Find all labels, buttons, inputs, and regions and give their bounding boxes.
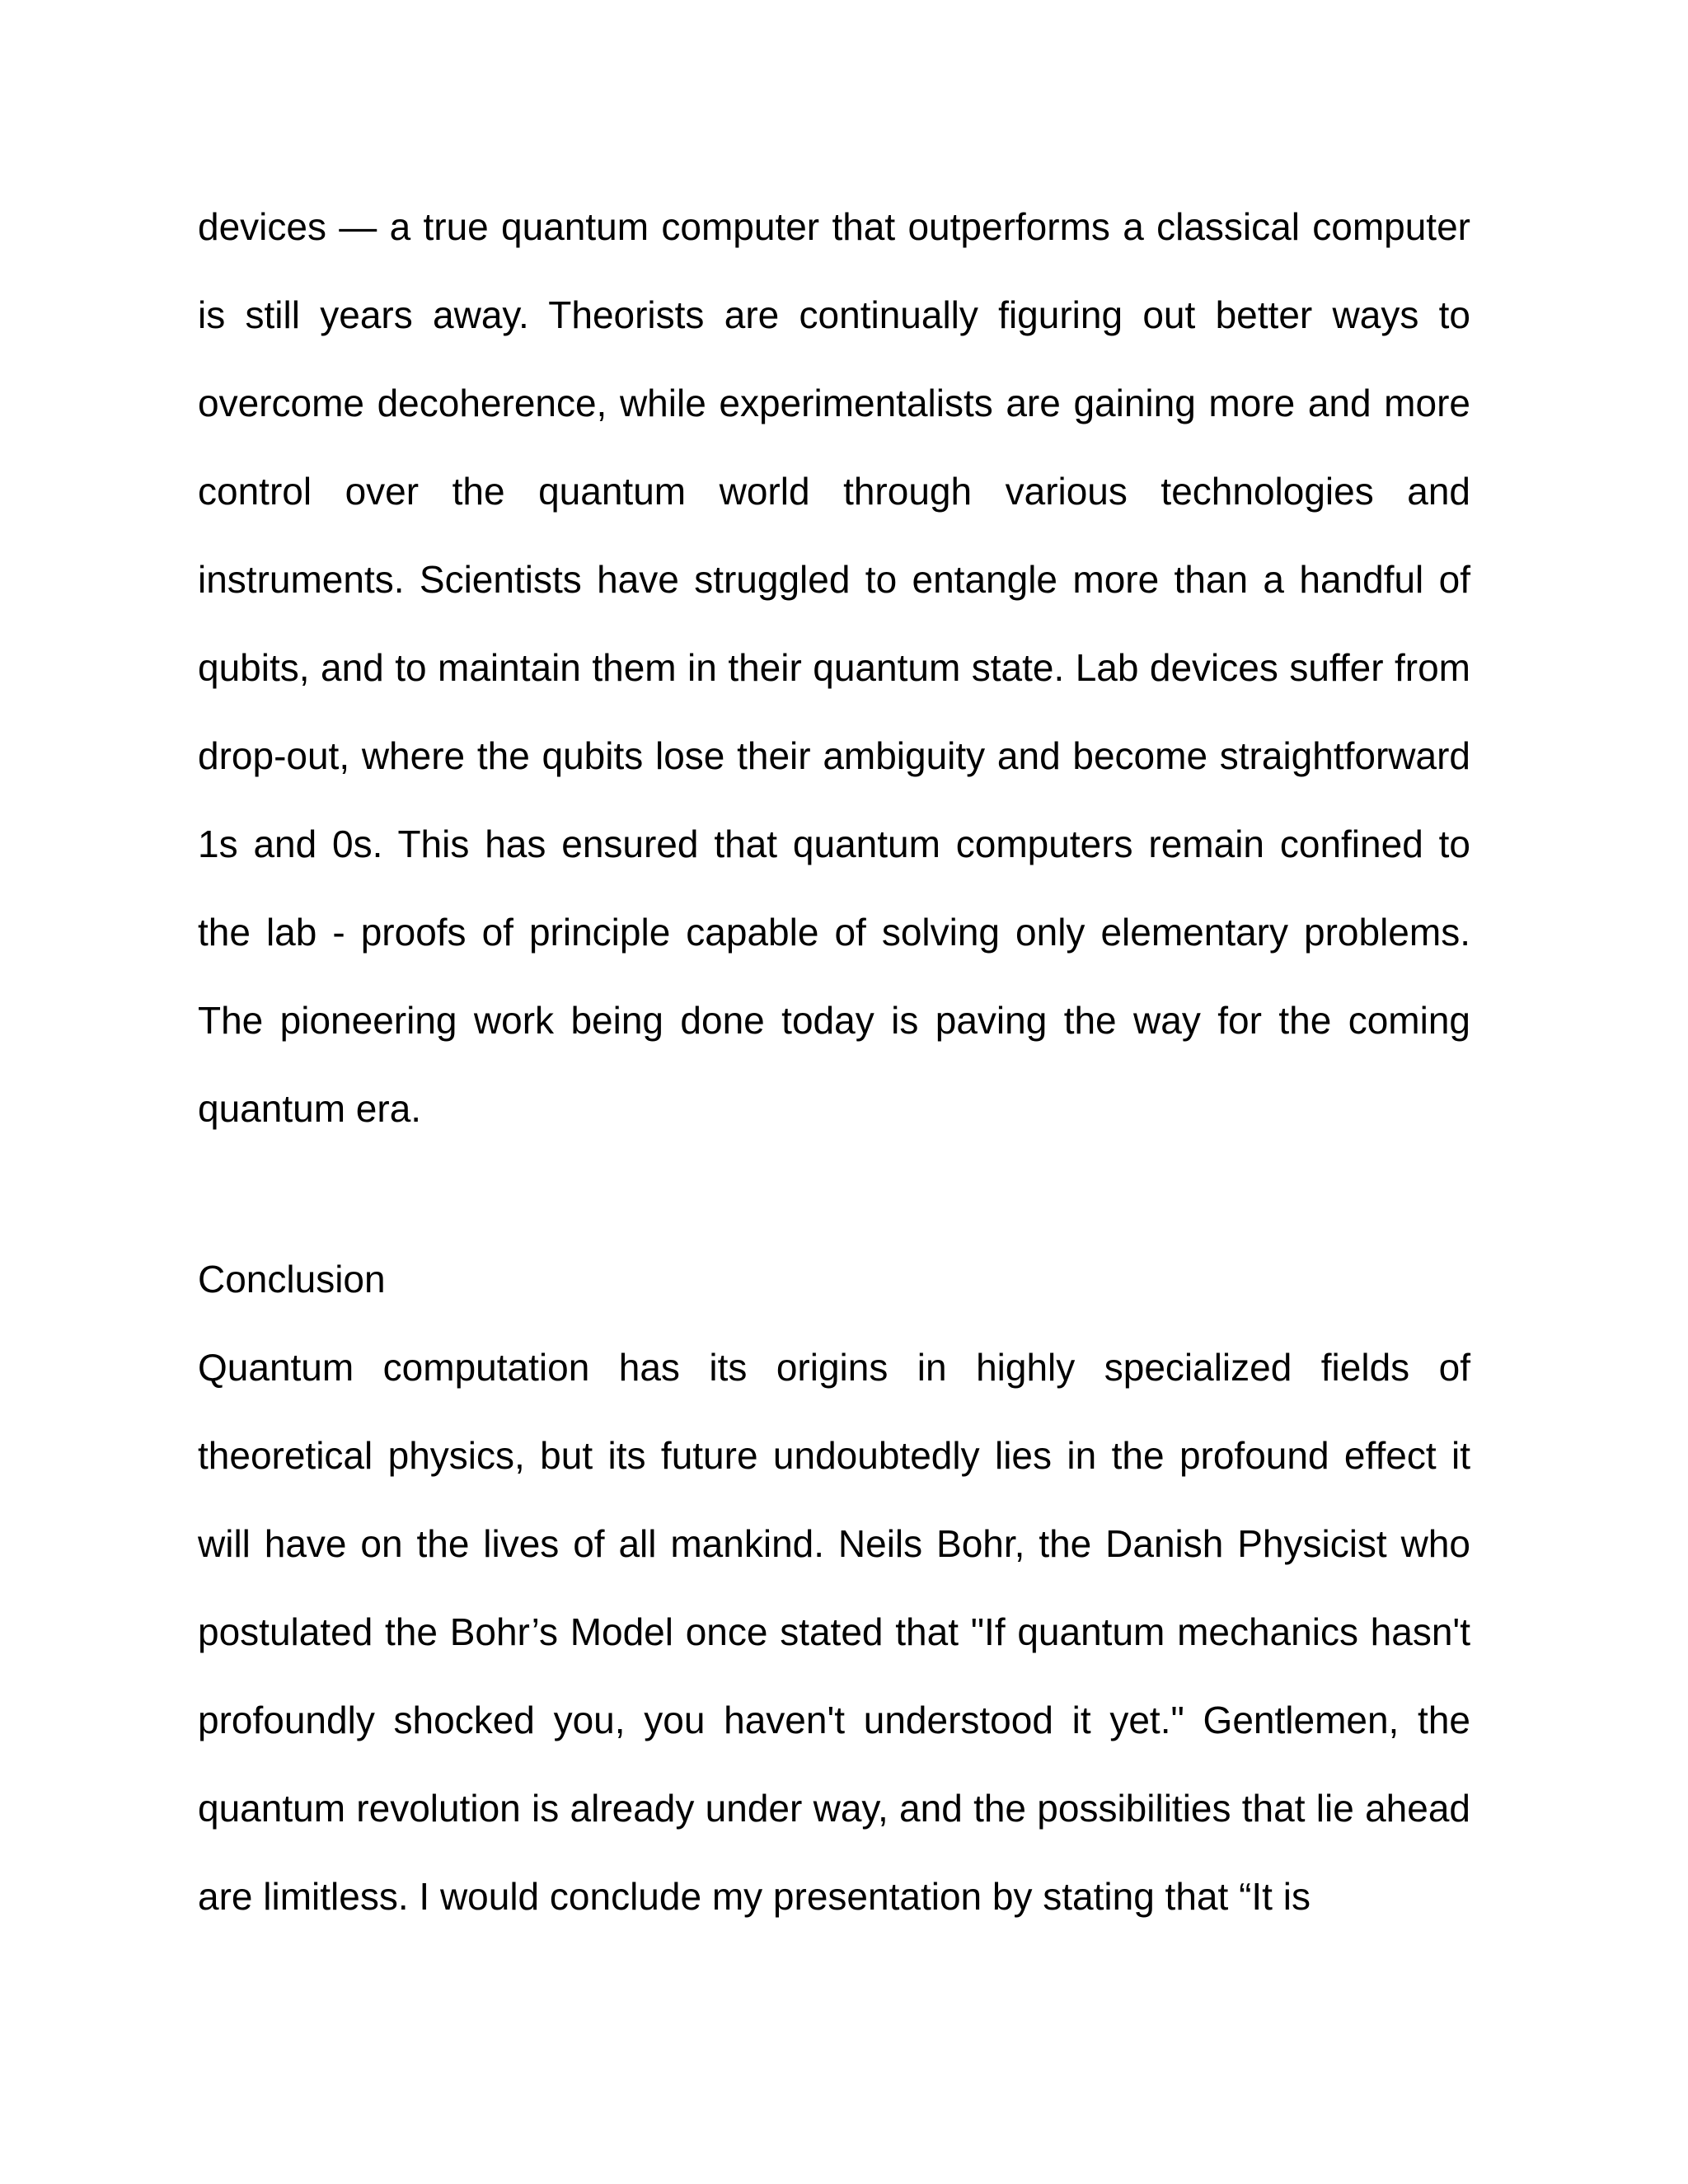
page-content (198, 183, 1470, 1941)
conclusion-paragraph: Quantum computation has its origins in highly specialized fields of theoretical physics, but its future undoubtedly lies in the profound effect it will have on the lives of all mankind. Neils Bohr, the Danish Physicist who postulated the Bohr’s Model once stated that "If quantum mechanics hasn't profoundly shocked you, you haven't understood it yet." Gentlemen, the quantum revolution is already under way, and the possibilities that lie ahead are limitless. I would conclude my presentation by stating that “It is (198, 1346, 1470, 1918)
section-heading-conclusion: Conclusion (198, 1258, 386, 1301)
body-paragraph: devices — a true quantum computer that outperforms a classical computer is still years away. Theorists are continually figuring out better ways to overcome decoherence, while experimentalists are gaining more and more control over the quantum world through various technologies and instruments. Scientists have struggled to entangle more than a handful of qubits, and to maintain them in their quantum state. Lab devices suffer from drop-out, where the qubits lose their ambiguity and become straightforward 1s and 0s. This has ensured that quantum computers remain confined to the lab - proofs of principle capable of solving only elementary problems. The pioneering work being done today is paving the way for the coming quantum era. (198, 205, 1470, 1130)
